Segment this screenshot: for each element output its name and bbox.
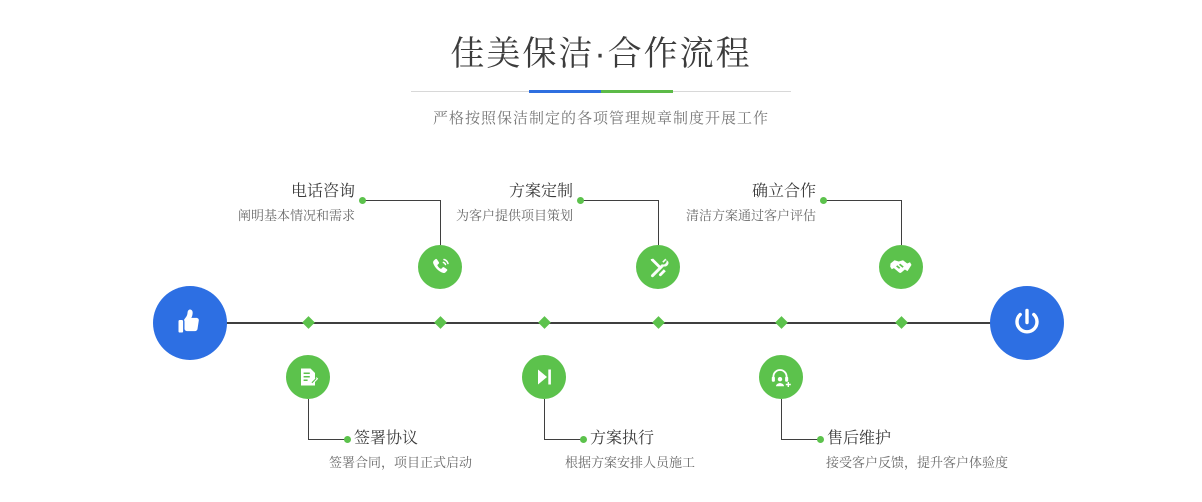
timeline-end-badge bbox=[990, 286, 1064, 360]
step-desc-4: 根据方案安排人员施工 bbox=[565, 455, 696, 470]
step-connector-dot-5 bbox=[820, 197, 827, 204]
timeline bbox=[0, 155, 1202, 495]
step-title-1: 电话咨询 bbox=[290, 183, 355, 200]
axis-marker-1 bbox=[434, 316, 447, 329]
axis-marker-3 bbox=[652, 316, 665, 329]
step-node-3[interactable] bbox=[636, 245, 680, 289]
step-connector-5-vertical bbox=[901, 200, 902, 245]
step-node-5[interactable] bbox=[879, 245, 923, 289]
timeline-start-badge bbox=[153, 286, 227, 360]
divider-accent-blue bbox=[529, 90, 601, 93]
step-connector-dot-6 bbox=[817, 436, 824, 443]
axis-marker-6 bbox=[775, 316, 788, 329]
step-desc-2: 签署合同，项目正式启动 bbox=[329, 455, 473, 470]
step-node-6[interactable] bbox=[759, 355, 803, 399]
step-connector-dot-2 bbox=[344, 436, 351, 443]
headset-support-icon bbox=[769, 365, 793, 389]
step-node-2[interactable] bbox=[286, 355, 330, 399]
step-node-4[interactable] bbox=[522, 355, 566, 399]
title-divider bbox=[411, 90, 791, 93]
thumbs-up-icon bbox=[172, 305, 208, 341]
power-icon bbox=[1008, 304, 1046, 342]
step-title-3: 方案定制 bbox=[508, 183, 573, 200]
step-desc-3: 为客户提供项目策划 bbox=[455, 208, 573, 223]
step-connector-2-vertical bbox=[308, 399, 309, 439]
axis-marker-5 bbox=[895, 316, 908, 329]
step-title-4: 方案执行 bbox=[590, 430, 655, 447]
axis-marker-2 bbox=[302, 316, 315, 329]
step-desc-1: 阐明基本情况和需求 bbox=[237, 208, 355, 223]
step-desc-6: 接受客户反馈，提升客户体验度 bbox=[826, 455, 1009, 470]
step-label-3 bbox=[293, 181, 573, 227]
document-edit-icon bbox=[296, 365, 320, 389]
step-title-5: 确立合作 bbox=[751, 183, 816, 200]
axis-marker-4 bbox=[538, 316, 551, 329]
step-node-1[interactable] bbox=[418, 245, 462, 289]
step-connector-4-vertical bbox=[544, 399, 545, 439]
header bbox=[0, 32, 1202, 128]
tools-icon bbox=[646, 255, 670, 279]
page-title: 佳美保洁·合作流程 bbox=[450, 35, 752, 73]
step-title-2: 签署协议 bbox=[354, 430, 419, 447]
step-connector-6-horizontal bbox=[781, 439, 819, 440]
play-forward-icon bbox=[532, 365, 556, 389]
step-connector-dot-4 bbox=[580, 436, 587, 443]
step-connector-2-horizontal bbox=[308, 439, 346, 440]
step-connector-5-horizontal bbox=[824, 200, 901, 201]
step-title-6: 售后维护 bbox=[827, 430, 892, 447]
handshake-icon bbox=[888, 254, 914, 280]
step-desc-5: 清洁方案通过客户评估 bbox=[685, 208, 816, 223]
step-connector-6-vertical bbox=[781, 399, 782, 439]
phone-icon bbox=[428, 255, 452, 279]
divider-accent-green bbox=[601, 90, 673, 93]
page-subtitle: 严格按照保洁制定的各项管理规章制度开展工作 bbox=[432, 110, 769, 127]
step-label-6 bbox=[827, 428, 1157, 474]
step-connector-4-horizontal bbox=[544, 439, 582, 440]
step-label-5 bbox=[536, 181, 816, 227]
